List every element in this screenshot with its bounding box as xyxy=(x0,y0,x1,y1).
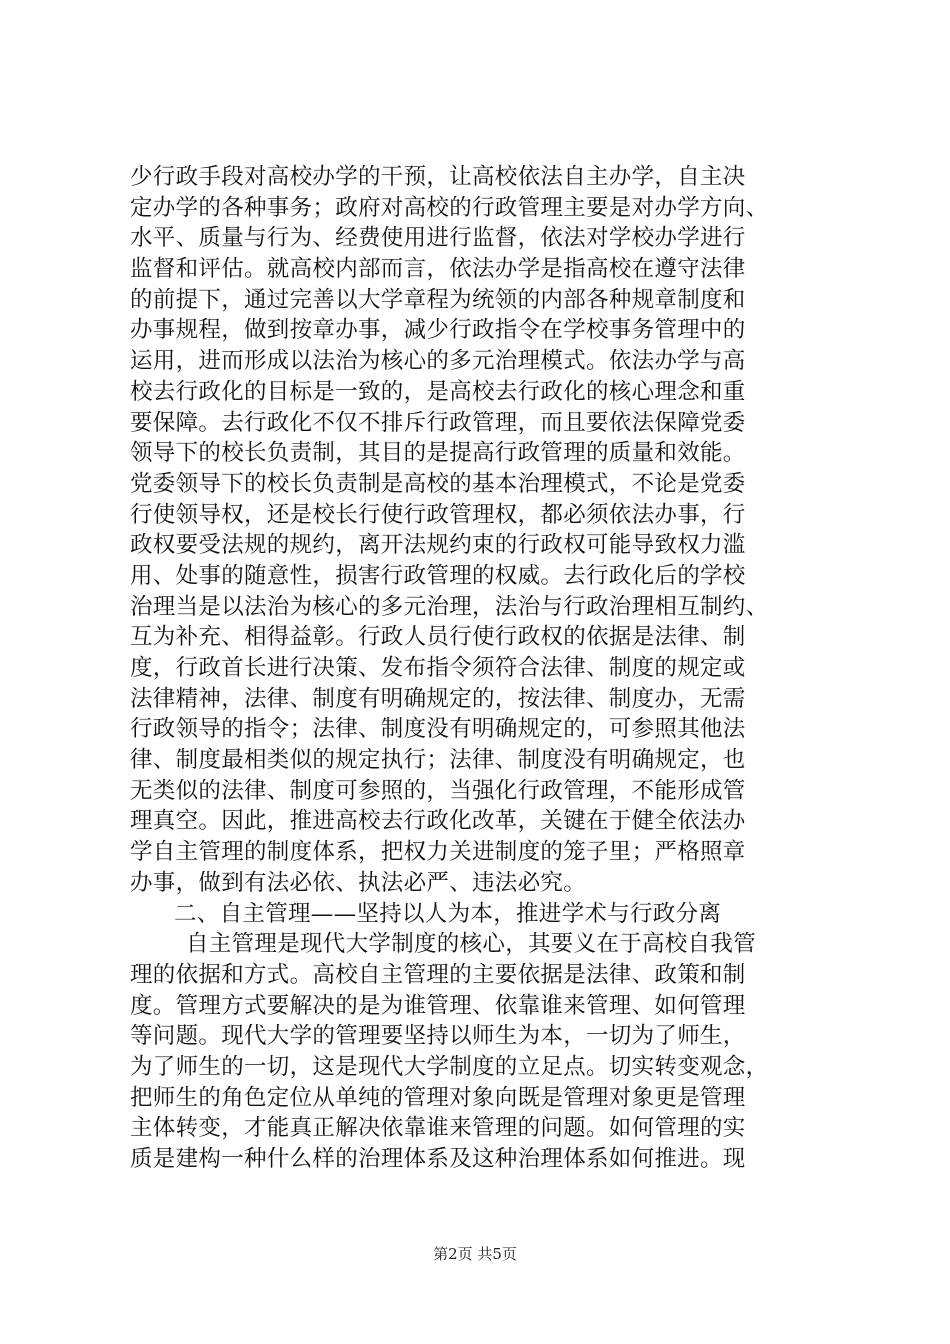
text-line: 少行政手段对高校办学的干预，让高校依法自主办学，自主决 xyxy=(130,164,746,190)
text-line: 等问题。现代大学的管理要坚持以师生为本，一切为了师生， xyxy=(130,1023,746,1050)
text-line: 党委领导下的校长负责制是高校的基本治理模式，不论是党委 xyxy=(130,470,746,497)
text-line: 办事规程，做到按章办事，减少行政指令在学校事务管理中的 xyxy=(130,317,746,344)
text-line: 质是建构一种什么样的治理体系及这种治理体系如何推进。现 xyxy=(130,1146,746,1172)
text-line: 运用，进而形成以法治为核心的多元治理模式。依法办学与高 xyxy=(130,348,746,375)
text-line: 定办学的各种事务；政府对高校的行政管理主要是对办学方向、 xyxy=(130,194,769,221)
text-line: 法律精神，法律、制度有明确规定的，按法律、制度办，无需 xyxy=(130,685,746,712)
text-line: 的前提下，通过完善以大学章程为统领的内部各种规章制度和 xyxy=(130,286,746,313)
text-line: 度。管理方式要解决的是为谁管理、依靠谁来管理、如何管理 xyxy=(130,992,746,1019)
section-heading: 二、自主管理——坚持以人为本，推进学术与行政分离 xyxy=(174,900,722,927)
text-line: 行使领导权，还是校长行使行政管理权，都必须依法办事，行 xyxy=(130,501,746,528)
text-line: 理真空。因此，推进高校去行政化改革，关键在于健全依法办 xyxy=(130,808,746,835)
text-line: 律、制度最相类似的规定执行；法律、制度没有明确规定，也 xyxy=(130,747,746,774)
text-line: 校去行政化的目标是一致的，是高校去行政化的核心理念和重 xyxy=(130,378,746,405)
body-text xyxy=(130,162,830,1175)
text-line: 为了师生的一切，这是现代大学制度的立足点。切实转变观念， xyxy=(130,1053,769,1080)
text-line: 要保障。去行政化不仅不排斥行政管理，而且要依法保障党委 xyxy=(130,409,746,436)
text-line: 用、处事的随意性，损害行政管理的权威。去行政化后的学校 xyxy=(130,562,746,589)
text-line: 把师生的角色定位从单纯的管理对象向既是管理对象更是管理 xyxy=(130,1084,746,1111)
text-line: 度，行政首长进行决策、发布指令须符合法律、制度的规定或 xyxy=(130,655,746,681)
text-line: 自主管理是现代大学制度的核心，其要义在于高校自我管 xyxy=(186,931,757,958)
text-line: 主体转变，才能真正解决依靠谁来管理的问题。如何管理的实 xyxy=(130,1115,746,1142)
text-line: 办事，做到有法必依、执法必严、违法必究。 xyxy=(130,869,587,896)
text-line: 治理当是以法治为核心的多元治理，法治与行政治理相互制约、 xyxy=(130,593,769,620)
text-line: 水平、质量与行为、经费使用进行监督，依法对学校办学进行 xyxy=(130,225,746,252)
text-line: 互为补充、相得益彰。行政人员行使行政权的依据是法律、制 xyxy=(130,624,746,651)
text-line: 政权要受法规的规约，离开法规约束的行政权可能导致权力滥 xyxy=(130,532,746,559)
text-line: 无类似的法律、制度可参照的，当强化行政管理，不能形成管 xyxy=(130,777,746,804)
text-line: 监督和评估。就高校内部而言，依法办学是指高校在遵守法律 xyxy=(130,256,746,283)
text-line: 理的依据和方式。高校自主管理的主要依据是法律、政策和制 xyxy=(130,961,746,988)
text-line: 领导下的校长负责制，其目的是提高行政管理的质量和效能。 xyxy=(130,440,746,467)
text-line: 行政领导的指令；法律、制度没有明确规定的，可参照其他法 xyxy=(130,716,746,743)
text-line: 学自主管理的制度体系，把权力关进制度的笼子里；严格照章 xyxy=(130,839,746,866)
page-number-footer: 第2页 共5页 xyxy=(433,1245,517,1263)
